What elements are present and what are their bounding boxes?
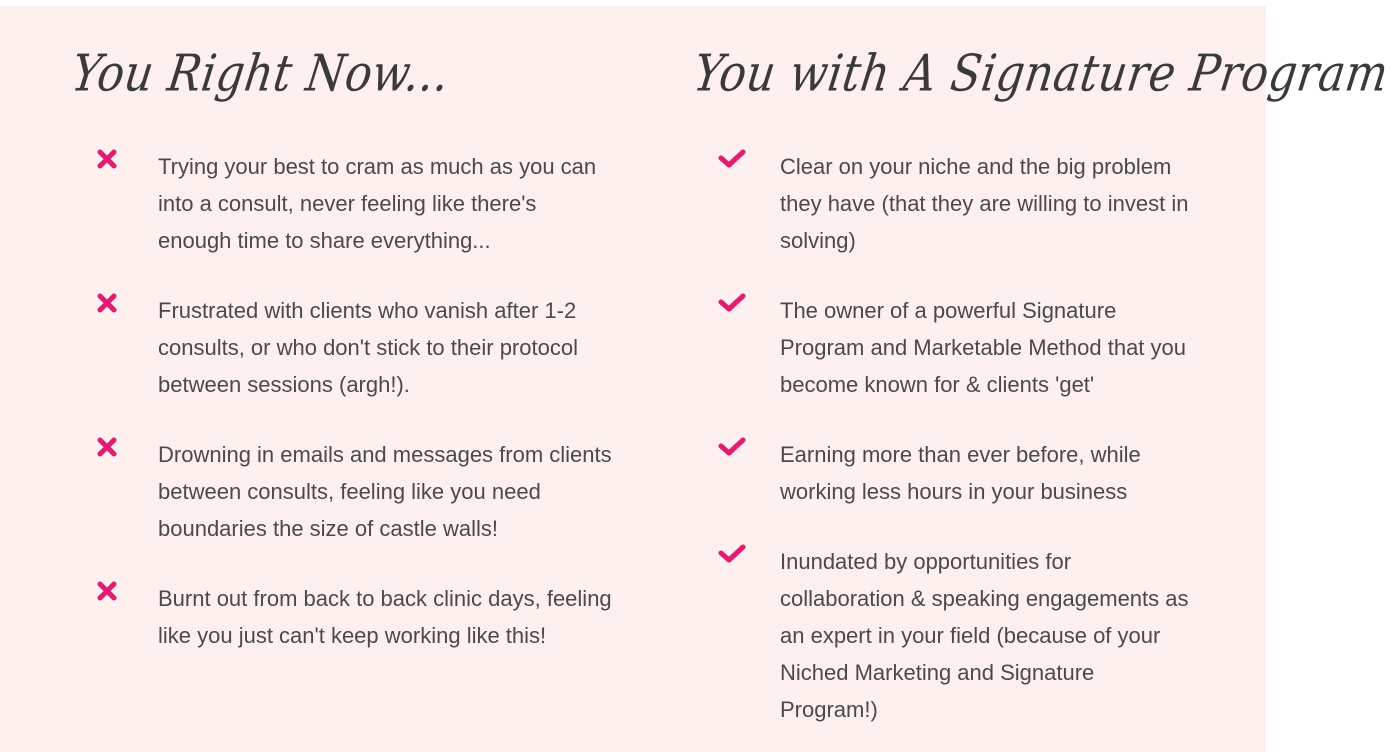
left-item-text: Trying your best to cram as much as you can into a consult, never feeling like there's enough time to share everything... [158, 154, 597, 253]
left-item-text: Burnt out from back to back clinic days, feeling like you just can't keep working like this! [158, 586, 612, 648]
checkmark-icon [718, 436, 748, 466]
checkmark-icon [718, 148, 748, 178]
cross-icon [96, 292, 126, 322]
left-item-text: Frustrated with clients who vanish after 1-2 consults, or who don't stick to their protocol between sessions (argh!). [158, 298, 578, 397]
right-item-text: Clear on your niche and the big problem they have (that they are willing to invest in solving) [780, 154, 1189, 253]
left-item-text: Drowning in emails and messages from clients between consults, feeling like you need boundaries the size of castle walls! [158, 442, 612, 541]
left-list-item [96, 292, 656, 407]
cross-icon [96, 580, 126, 610]
left-column-heading: You Right Now... [68, 44, 454, 103]
right-column-heading: You with A Signature Program [690, 44, 1392, 103]
checkmark-icon [718, 292, 748, 322]
right-list-item [718, 292, 1238, 407]
right-item-text: The owner of a powerful Signature Program and Marketable Method that you become known for & clients 'get' [780, 298, 1187, 397]
right-list-item [718, 543, 1238, 733]
right-item-text: Earning more than ever before, while working less hours in your business [780, 442, 1141, 504]
cross-icon [96, 436, 126, 466]
left-list-item [96, 580, 656, 660]
left-list-item [96, 436, 656, 551]
right-item-text: Inundated by opportunities for collaboration & speaking engagements as an expert in your field (because of your Niched Marketing and Signature Program!) [780, 549, 1189, 722]
cross-icon [96, 148, 126, 178]
right-list-item [718, 436, 1238, 516]
right-list-item [718, 148, 1238, 263]
checkmark-icon [718, 543, 748, 573]
left-list-item [96, 148, 656, 263]
